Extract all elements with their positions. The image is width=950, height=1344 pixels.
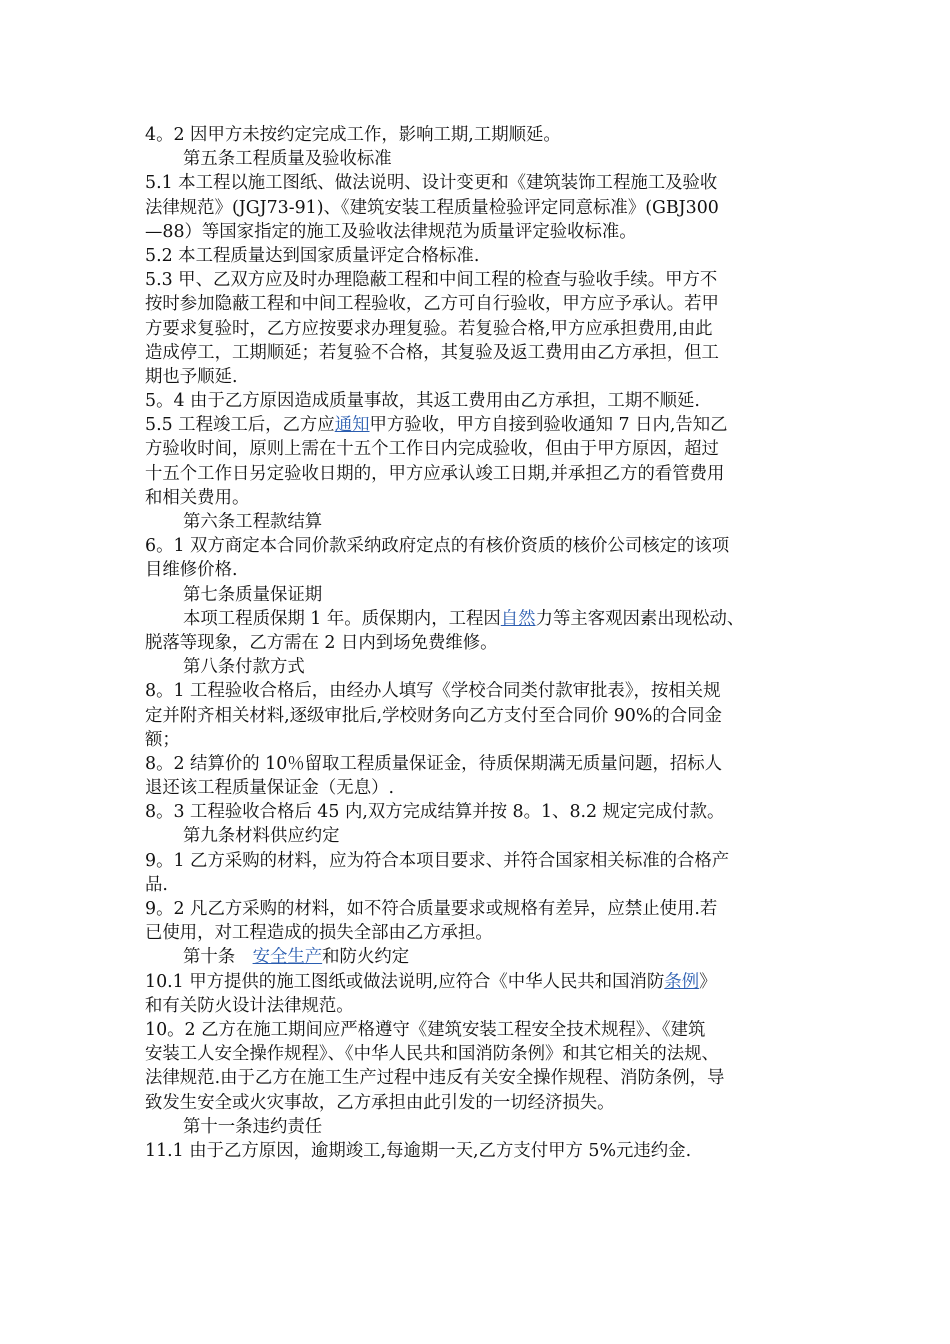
inline-link[interactable]: 自然 — [500, 608, 536, 629]
text-line: 11.1 由于乙方原因，逾期竣工,每逾期一天,乙方支付甲方 5%元违约金. — [145, 1140, 692, 1161]
text-line — [145, 413, 795, 437]
text-line: 品. — [145, 874, 168, 895]
text-line: 4。2 因甲方未按约定完成工作，影响工期,工期顺延。 — [145, 125, 561, 145]
inline-link[interactable]: 安全生产 — [252, 947, 323, 968]
text-line: 8。2 结算价的 10％留取工程质量保证金，待质保期满无质量问题，招标人 — [145, 753, 723, 774]
text-line: 脱落等现象，乙方需在 2 日内到场免费维修。 — [145, 632, 498, 653]
text-line: 造成停工，工期顺延；若复验不合格，其复验及返工费用由乙方承担，但工 — [145, 342, 719, 363]
text-line: 目维修价格. — [145, 560, 238, 581]
text-segment: 第十条 — [183, 947, 253, 968]
text-segment: 》 — [699, 971, 717, 992]
text-line — [145, 970, 795, 994]
text-line: 5.2 本工程质量达到国家质量评定合格标准. — [145, 245, 480, 266]
text-line: 期也予顺延. — [145, 366, 238, 387]
text-line: 十五个工作日另定验收日期的，甲方应承认竣工日期,并承担乙方的看管费用 — [145, 463, 725, 484]
text-line: 法律规范.由于乙方在施工生产过程中违反有关安全操作规程、消防条例，导 — [145, 1068, 725, 1089]
text-line: 8。3 工程验收合格后 45 内,双方完成结算并按 8。1、8.2 规定完成付款。 — [145, 802, 725, 823]
text-line: 致发生安全或火灾事故，乙方承担由此引发的一切经济损失。 — [145, 1092, 615, 1113]
text-line: 8。1 工程验收合格后，由经办人填写《学校合同类付款审批表》，按相关规 — [145, 681, 721, 702]
text-line: 安装工人安全操作规程》、《中华人民共和国消防条例》和其它相关的法规、 — [145, 1044, 719, 1065]
text-line: 10。2 乙方在施工期间应严格遵守《建筑安装工程安全技术规程》、《建筑 — [145, 1019, 706, 1040]
section-heading-line: 第七条质量保证期 — [183, 584, 323, 605]
section-heading-line — [145, 607, 795, 631]
text-line: 和有关防火设计法律规范。 — [145, 995, 354, 1016]
text-segment: 本项工程质保期 1 年。质保期内，工程因 — [183, 608, 501, 629]
text-line: 6。1 双方商定本合同价款采纳政府定点的有核价资质的核价公司核定的该项 — [145, 536, 730, 557]
section-heading-line: 第八条付款方式 — [183, 657, 305, 678]
text-line: 法律规范》(JGJ73-91)、《建筑安装工程质量检验评定同意标准》(GBJ300 — [145, 197, 719, 218]
contract-text-body — [145, 123, 795, 1163]
text-line: 5.3 甲、乙双方应及时办理隐蔽工程和中间工程的检查与验收手续。甲方不 — [145, 270, 718, 291]
text-line: —88）等国家指定的施工及验收法律规范为质量评定验收标准。 — [145, 221, 637, 242]
text-line: 和相关费用。 — [145, 487, 250, 508]
text-line: 5.1 本工程以施工图纸、做法说明、设计变更和《建筑装饰工程施工及验收 — [145, 173, 718, 194]
inline-link[interactable]: 条例 — [664, 971, 700, 992]
section-heading-line: 第五条工程质量及验收标准 — [183, 149, 392, 170]
section-heading-line: 第六条工程款结算 — [183, 512, 323, 532]
section-heading-line: 第十一条违约责任 — [183, 1116, 323, 1137]
text-line: 方要求复验时，乙方应按要求办理复验。若复验合格,甲方应承担费用,由此 — [145, 318, 713, 339]
text-line: 方验收时间，原则上需在十五个工作日内完成验收，但由于甲方原因，超过 — [145, 439, 719, 460]
inline-link[interactable]: 通知 — [334, 415, 370, 436]
text-segment: 10.1 甲方提供的施工图纸或做法说明,应符合《中华人民共和国消防 — [145, 971, 665, 992]
section-heading-line: 第九条材料供应约定 — [183, 826, 340, 847]
text-line: 5。4 由于乙方原因造成质量事故，其返工费用由乙方承担，工期不顺延. — [145, 391, 700, 412]
text-segment: 5.5 工程竣工后，乙方应 — [145, 415, 335, 436]
text-line: 9。2 凡乙方采购的材料，如不符合质量要求或规格有差异，应禁止使用.若 — [145, 899, 718, 919]
section-heading-line — [145, 945, 795, 969]
text-segment: 甲方验收，甲方自接到验收通知 7 日内,告知乙 — [369, 415, 728, 436]
text-line: 退还该工程质量保证金（无息）. — [145, 778, 394, 799]
text-line: 9。1 乙方采购的材料，应为符合本项目要求、并符合国家相关标准的合格产 — [145, 850, 730, 871]
text-line: 定并附齐相关材料,逐级审批后,学校财务向乙方支付至合同价 90%的合同金 — [145, 705, 722, 726]
text-segment: 力等主客观因素出现松动、 — [535, 608, 745, 629]
text-line: 按时参加隐蔽工程和中间工程验收，乙方可自行验收，甲方应予承认。若甲 — [145, 294, 719, 315]
text-line: 额； — [145, 729, 180, 750]
text-segment: 和防火约定 — [322, 947, 410, 968]
text-line: 已使用，对工程造成的损失全部由乙方承担。 — [145, 923, 493, 944]
